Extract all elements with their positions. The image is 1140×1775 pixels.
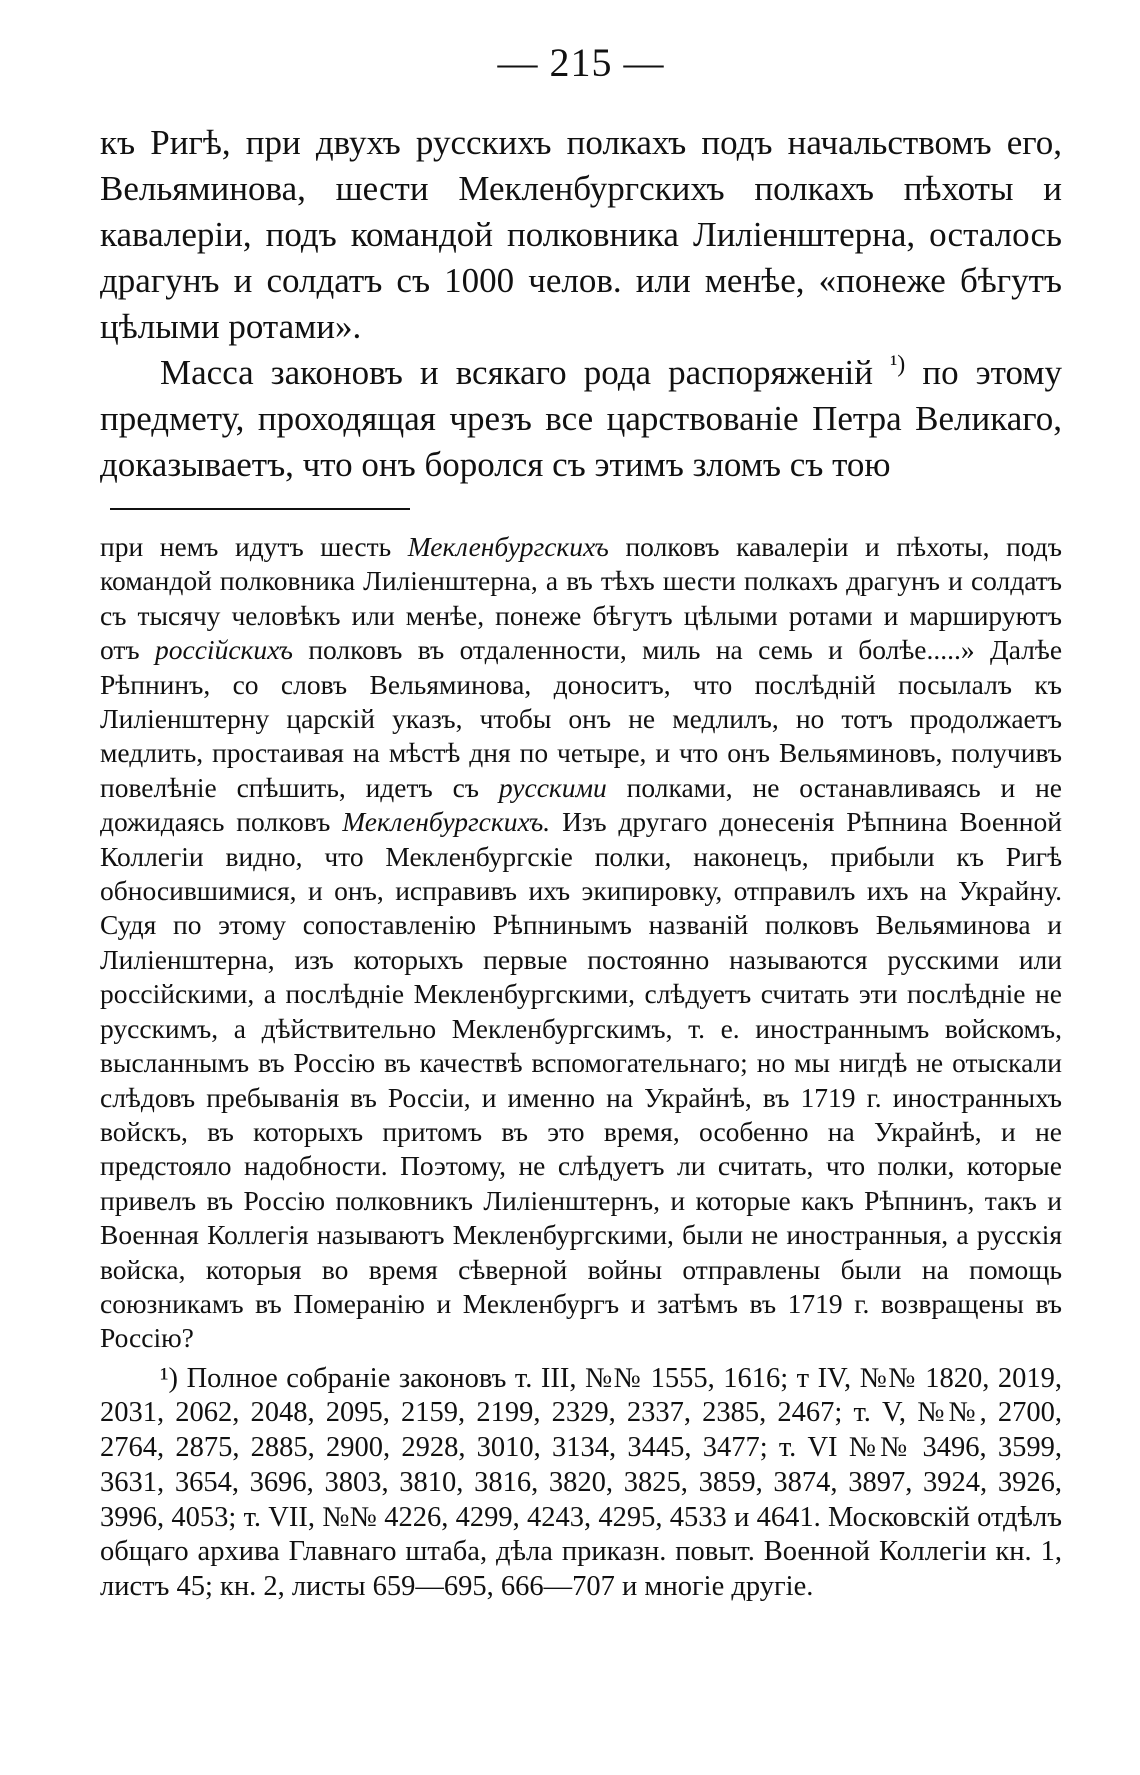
footnote-1 bbox=[100, 1362, 1062, 1605]
main-paragraph-2-end: по этому предмету, проходящая чрезъ все царствованіе Петра Великаго, доказываетъ, что онъ боролся съ этимъ зломъ съ тою bbox=[100, 353, 1062, 484]
page-number: — 215 — bbox=[497, 40, 665, 85]
footnote-text-segment: Изъ другаго донесенія Рѣпнина Военной Коллегіи видно, что Мекленбургскіе полки, наконецъ, прибыли къ Ригѣ обносившимися, и онъ, исправивъ ихъ экипировку, отправилъ ихъ на Украйну. Судя по этому сопоставленію Рѣпнинымъ названій полковъ Вельяминова и Лиліенштерна, изъ которыхъ первые постоянно называются русскими или россійскими, а послѣдніе Мекленбургскими, слѣдуетъ считать эти послѣдніе не русскимъ, а дѣйствительно Мекленбургскимъ, т. е. иностраннымъ войскомъ, высланнымъ въ Россію въ качествѣ вспомогательнаго; но мы нигдѣ не отыскали слѣдовъ пребыванія въ Россіи, и именно на Украйнѣ, въ 1719 г. иностранныхъ войскъ, въ которыхъ притомъ въ это время, особенно на Украйнѣ, и не предстояло надобности. Поэтому, не слѣдуетъ ли считать, что полки, которые привелъ въ Россію полковникъ Лиліенштернъ, и которые какъ Рѣпнинъ, такъ и Военная Коллегія называютъ Мекленбургскими, были не иностранныя, а русскія войска, которыя во время сѣверной войны отправлены были на помощь союзникамъ въ Померанію и Мекленбургъ и затѣмъ въ 1719 г. возвращены въ Россію? bbox=[100, 806, 1062, 1354]
footnote-continuation bbox=[100, 530, 1062, 1356]
main-paragraph-2 bbox=[100, 350, 1062, 488]
footnote-italic-segment: Мекленбургскихъ bbox=[407, 531, 609, 562]
footnote-reference: ¹) bbox=[890, 351, 906, 378]
footnote-italic-segment: русскими bbox=[498, 771, 607, 803]
footnote-text-segment: полками, не останавливаясь и не дожидаясь полковъ bbox=[100, 771, 1063, 838]
main-paragraph-2-start: Масса законовъ и всякаго рода распоряженій bbox=[160, 353, 873, 392]
footnote-text-segment: полковъ въ отдаленности, миль на семь и болѣе.....» Далѣе Рѣпнинъ, со словъ Вельяминова, доноситъ, что послѣдній посылалъ къ Лиліенштерну царскій указъ, чтобы онъ не медлилъ, но тотъ продолжаетъ медлить, простаивая на мѣстѣ дня по четыре, и что онъ Вельяминовъ, получивъ повелѣніе спѣшить, идетъ съ bbox=[100, 634, 1063, 803]
footnote-text-segment: полковъ кавалеріи и пѣхоты, подъ командой полковника Лиліенштерна, а въ тѣхъ шести полкахъ драгунъ и солдатъ съ тысячу человѣкъ или менѣе, понеже бѣгутъ цѣлыми ротами и маршируютъ отъ bbox=[100, 531, 1062, 666]
footnote-divider bbox=[110, 508, 410, 510]
footnote-text-segment: при немъ идутъ шесть bbox=[100, 531, 392, 562]
main-paragraph-1: къ Ригѣ, при двухъ русскихъ полкахъ подъ начальствомъ его, Вельяминова, шести Мекленбургскихъ полкахъ пѣхоты и кавалеріи, подъ командой полковника Лиліенштерна, осталось драгунъ и солдатъ съ 1000 челов. или менѣе, «понеже бѣгутъ цѣлыми ротами». bbox=[100, 123, 1062, 346]
footnote-1-mark: ¹) bbox=[160, 1362, 179, 1394]
footnote-1-text: Полное собраніе законовъ т. III, №№ 1555, 1616; т IV, №№ 1820, 2019, 2031, 2062, 2048, 2095, 2159, 2199, 2329, 2337, 2385, 2467; т. V, №№, 2700, 2764, 2875, 2885, 2900, 2928, 3010, 3134, 3445, 3477; т. VI №№ 3496, 3599, 3631, 3654, 3696, 3803, 3810, 3816, 3820, 3825, 3859, 3874, 3897, 3924, 3926, 3996, 4053; т. VII, №№ 4226, 4299, 4243, 4295, 4533 и 4641. Московскій отдѣлъ общаго архива Главнаго штаба, дѣла приказн. повыт. Военной Коллегіи кн. 1, листъ 45; кн. 2, листы 659—695, 666—707 и многіе другіе. bbox=[100, 1362, 1063, 1602]
footnote-italic-segment: россійскихъ bbox=[155, 634, 293, 666]
footnote-italic-segment: Мекленбургскихъ. bbox=[342, 806, 551, 838]
